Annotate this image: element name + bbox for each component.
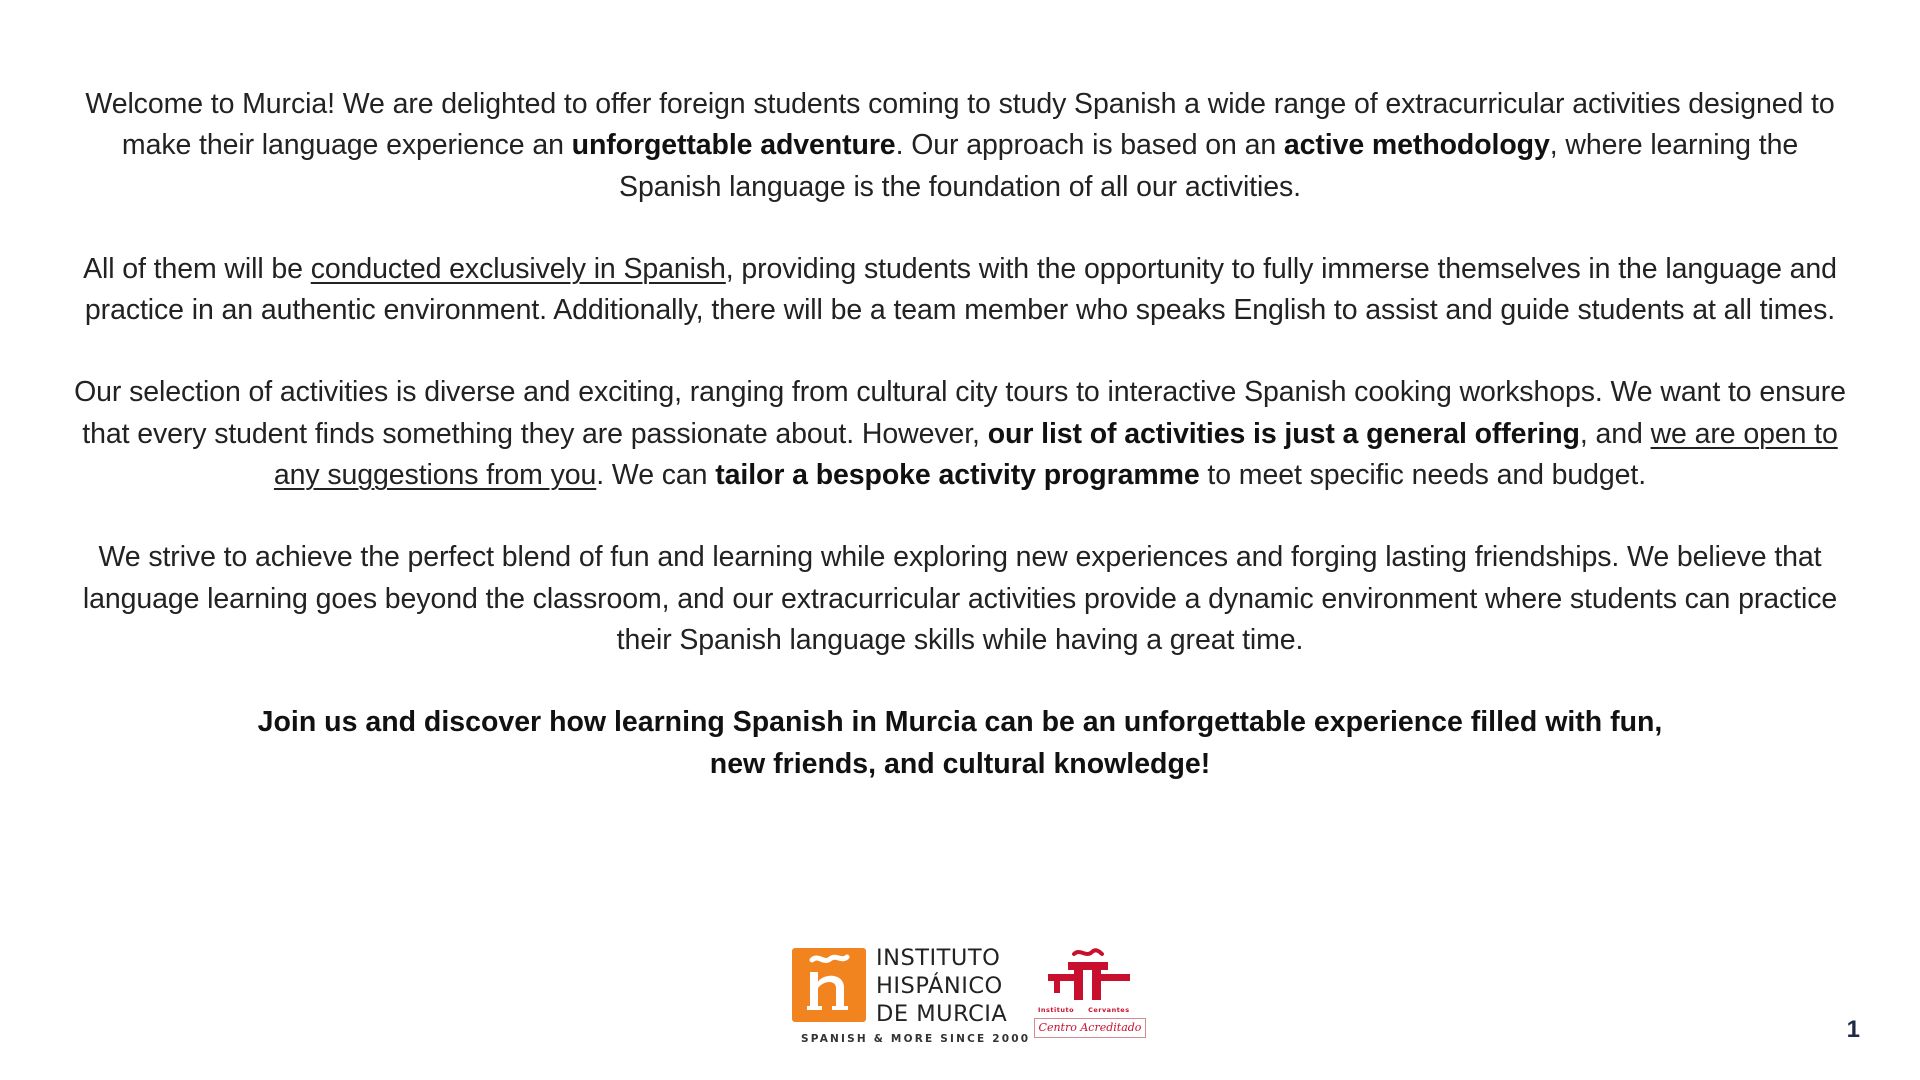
closing-line-1: Join us and discover how learning Spanish in Murcia can be an unforgettable experience filled with fun, — [257, 706, 1663, 739]
cervantes-label — [1038, 1006, 1144, 1014]
cervantes-label-right: Cervantes — [1088, 1006, 1130, 1014]
text-run: Our selection of activities is diverse and exciting, ranging from cultural city tours to interactive Spanish cooking workshops. We want to ensure that every student finds something they are passionate about. However, — [74, 376, 1846, 450]
underlined-text: we are open to any suggestions from you — [273, 417, 1838, 492]
centro-acreditado-badge: Centro Acreditado — [1034, 1018, 1146, 1038]
bold-text: tailor a bespoke activity programme — [715, 459, 1200, 492]
paragraph-spanish-only — [70, 249, 1850, 332]
bold-text: our list of activities is just a general offering — [987, 417, 1580, 450]
closing-statement — [70, 702, 1850, 785]
cervantes-mark-icon — [1034, 948, 1146, 1008]
ihm-logo-line-1: INSTITUTO — [876, 945, 1001, 971]
n-tilde-logo-icon-svg — [792, 948, 866, 1022]
instituto-cervantes-logo-icon — [1034, 948, 1146, 1044]
page-number: 1 — [1846, 1016, 1860, 1043]
paragraph-blend — [70, 537, 1850, 661]
ihm-tagline: SPANISH & MORE SINCE 2000 — [801, 1033, 1031, 1045]
ihm-logo-text — [876, 944, 1007, 1028]
text-run: We strive to achieve the perfect blend of fun and learning while exploring new experiences and forging lasting friendships. We believe that language learning goes beyond the classroom, and our extracurricular activities provide a dynamic environment where students can practice their Spanish language skills while having a great time. — [82, 541, 1838, 656]
n-tilde-logo-icon — [792, 948, 866, 1022]
bold-text: unforgettable adventure — [571, 129, 896, 162]
text-run: , providing students with the opportunity to fully immerse themselves in the language and practice in an authentic environment. Additionally, there will be a team member who speaks English to assist and guide students at all times. — [84, 252, 1837, 327]
text-run: to meet specific needs and budget. — [1199, 459, 1647, 492]
paragraph-welcome — [70, 84, 1850, 208]
text-run: , where learning the Spanish language is the foundation of all our activities. — [619, 129, 1799, 203]
text-run: , and — [1579, 417, 1651, 450]
text-run: . We can — [596, 459, 716, 492]
ihm-logo-line-3: DE MURCIA — [876, 1001, 1008, 1027]
text-run: All of them will be — [83, 252, 311, 285]
bold-text: active methodology — [1283, 129, 1550, 162]
underlined-text: conducted exclusively in Spanish — [310, 252, 726, 285]
ihm-logo-line-2: HISPÁNICO — [876, 973, 1003, 999]
text-run: Welcome to Murcia! We are delighted to offer foreign students coming to study Spanish a wide range of extracurricular activities designed to make their language experience an — [85, 88, 1835, 162]
footer-logos — [792, 945, 1152, 1048]
text-run: . Our approach is based on an — [895, 129, 1284, 162]
closing-line-2: new friends, and cultural knowledge! — [709, 747, 1211, 780]
paragraph-activities — [70, 372, 1850, 496]
body-text — [70, 84, 1850, 785]
cervantes-label-left: Instituto — [1038, 1006, 1075, 1014]
